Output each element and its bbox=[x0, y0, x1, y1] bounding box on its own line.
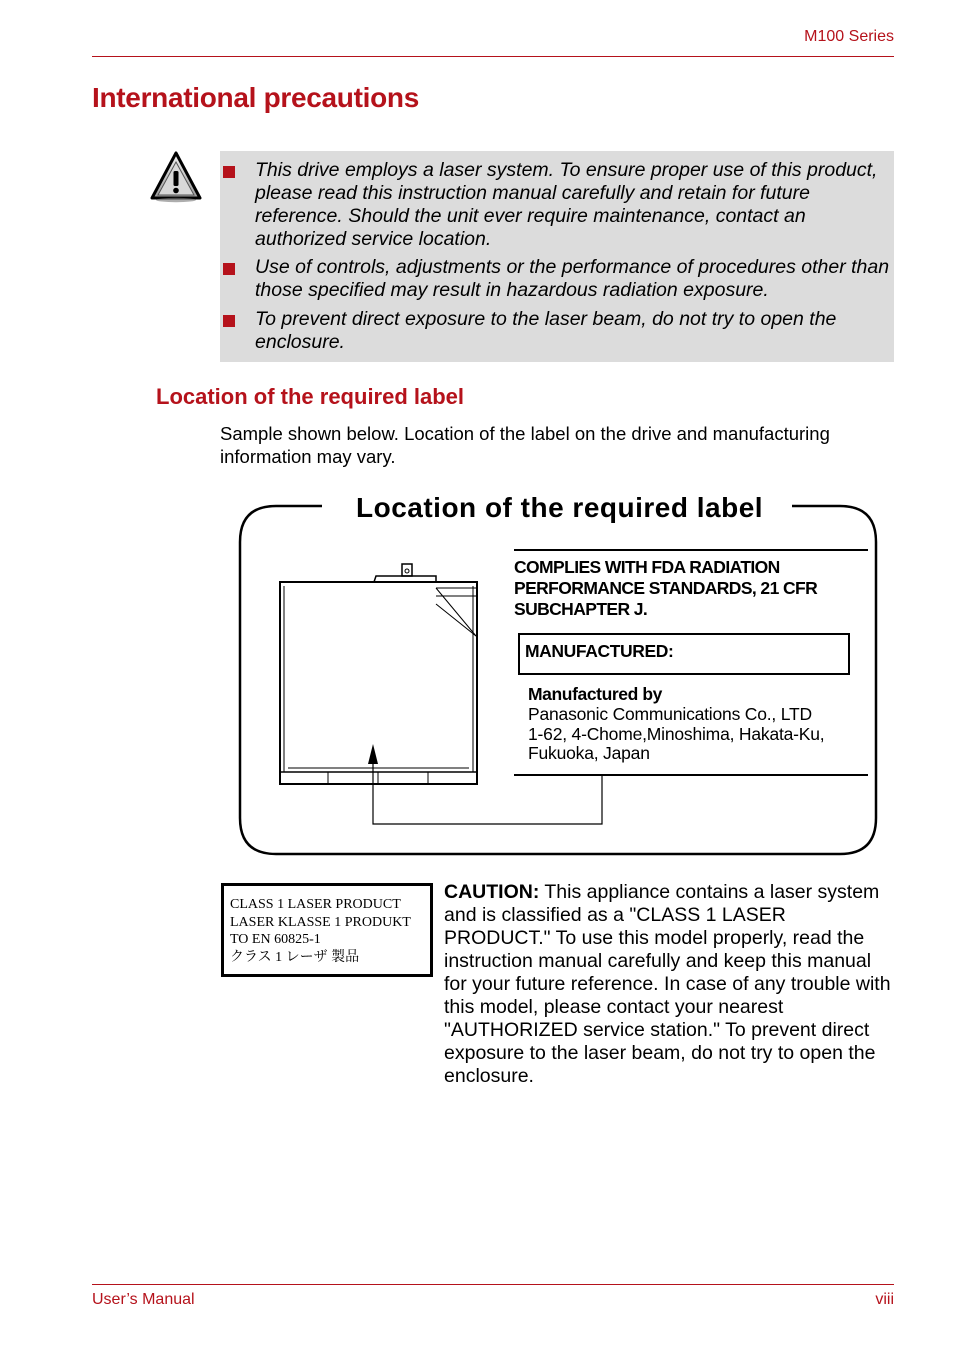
section-intro: Sample shown below. Location of the label on the drive and manufacturing information may vary. bbox=[220, 423, 830, 467]
caution-text: This appliance contains a laser system and is classified as a "CLASS 1 LASER PRODUCT." To use this model properly, read the instruction manual carefully and keep this manual for your future reference. In case of any trouble with this model, please contact your nearest "AUTHORIZED service station." To prevent direct exposure to the laser beam, do not try to open the enclosure. bbox=[444, 881, 891, 1087]
address-line: 1-62, 4-Chome,Minoshima, Hakata-Ku, bbox=[528, 723, 825, 744]
address-line: Panasonic Communications Co., LTD bbox=[528, 704, 812, 724]
warning-triangle-icon bbox=[150, 150, 202, 204]
footer-page-number: viii bbox=[875, 1291, 894, 1308]
header-series: M100 Series bbox=[804, 28, 894, 45]
laser-label-line: TO EN 60825-1 bbox=[230, 932, 321, 947]
page-title: International precautions bbox=[92, 82, 419, 113]
footer-rule bbox=[92, 1284, 894, 1285]
fda-compliance-text bbox=[514, 557, 817, 620]
compliance-line: SUBCHAPTER J. bbox=[514, 599, 648, 619]
section-heading: Location of the required label bbox=[156, 384, 465, 409]
bullet-square-icon bbox=[223, 263, 235, 275]
diagram-heading: Location of the required label bbox=[350, 492, 769, 524]
compliance-line: PERFORMANCE STANDARDS, 21 CFR bbox=[514, 578, 818, 598]
drive-drawing bbox=[280, 564, 477, 784]
compliance-line: COMPLIES WITH FDA RADIATION bbox=[514, 557, 780, 577]
caution-label: CAUTION: bbox=[444, 881, 540, 903]
bullet-square-icon bbox=[223, 166, 235, 178]
warning-text: This drive employs a laser system. To ensure proper use of this product, please read this instruction manual carefully and retain for future reference. Should the unit ever require maintenance, contact an authorized service location. bbox=[255, 159, 878, 250]
footer-manual-name: User’s Manual bbox=[92, 1291, 195, 1308]
label-location-diagram bbox=[236, 496, 880, 858]
address-line: Fukuoka, Japan bbox=[528, 743, 650, 763]
bullet-square-icon bbox=[223, 315, 235, 327]
laser-label-line: クラス 1 レーザ 製品 bbox=[230, 949, 360, 965]
warning-text: Use of controls, adjustments or the performance of procedures other than those specified may result in hazardous radiation exposure. bbox=[255, 256, 890, 301]
warning-text: To prevent direct exposure to the laser beam, do not try to open the enclosure. bbox=[255, 308, 837, 353]
caution-paragraph bbox=[444, 881, 894, 1088]
manufactured-label: MANUFACTURED: bbox=[525, 641, 674, 661]
manufacturer-address bbox=[528, 705, 824, 764]
laser-class-label bbox=[221, 883, 433, 977]
header-rule bbox=[92, 56, 894, 57]
arrowhead-icon bbox=[368, 744, 378, 764]
warning-box bbox=[220, 151, 894, 362]
laser-label-line: LASER KLASSE 1 PRODUKT bbox=[230, 914, 411, 930]
manufactured-by: Manufactured by bbox=[528, 684, 663, 704]
laser-label-line: CLASS 1 LASER PRODUCT bbox=[230, 897, 401, 912]
